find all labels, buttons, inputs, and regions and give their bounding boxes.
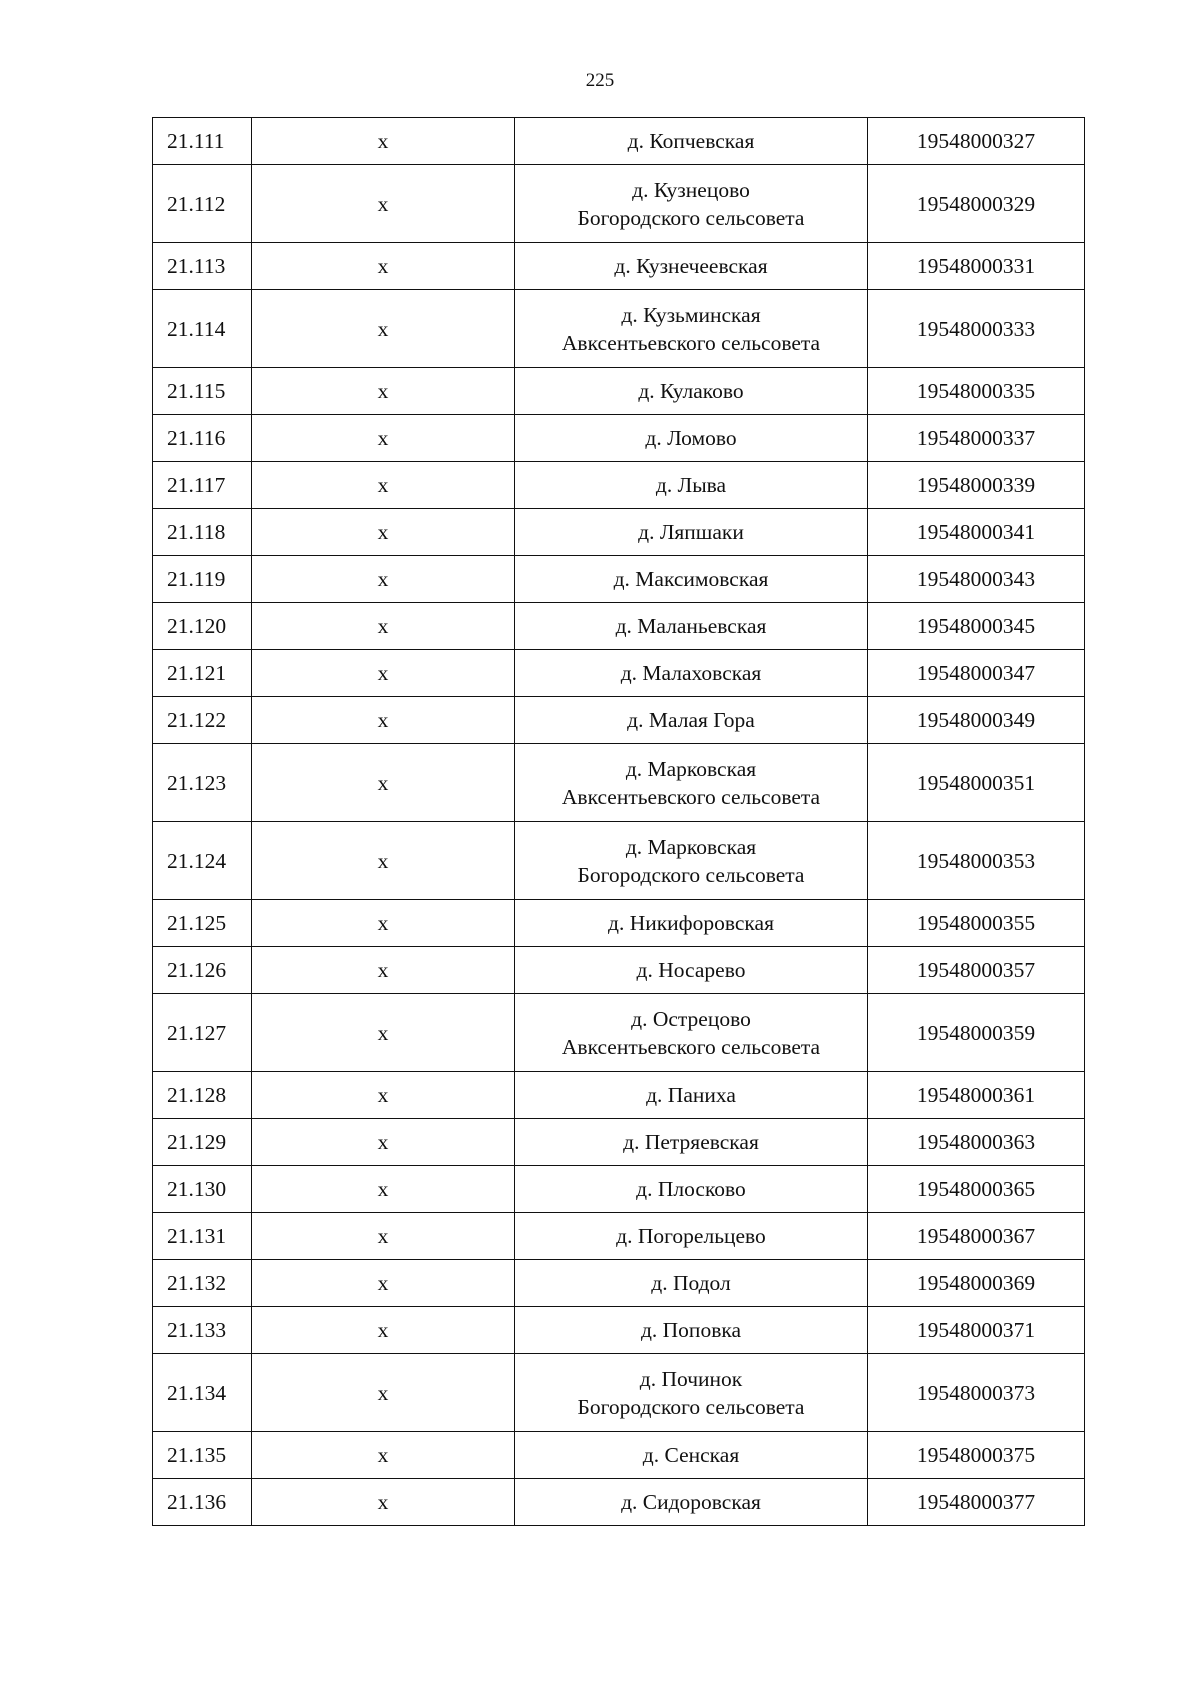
registry-table-body: [153, 118, 1085, 1526]
settlement-name-cell: [515, 368, 868, 415]
row-number-cell: 21.112: [153, 165, 252, 243]
settlement-name-line: д. Починок: [639, 1366, 743, 1391]
settlement-name-cell: [515, 415, 868, 462]
oktmo-code-cell: 19548000371: [868, 1307, 1085, 1354]
oktmo-code-cell: 19548000333: [868, 290, 1085, 368]
table-row: [153, 1213, 1085, 1260]
row-number-cell: 21.133: [153, 1307, 252, 1354]
table-row: [153, 650, 1085, 697]
settlement-name-line: д. Максимовская: [613, 567, 769, 591]
settlement-name-cell: [515, 462, 868, 509]
row-number-cell: 21.116: [153, 415, 252, 462]
mark-cell: x: [252, 1119, 515, 1166]
table-row: [153, 118, 1085, 165]
mark-cell: x: [252, 1479, 515, 1526]
settlement-name-cell: [515, 1119, 868, 1166]
oktmo-code-cell: 19548000361: [868, 1072, 1085, 1119]
table-row: [153, 243, 1085, 290]
row-number-cell: 21.121: [153, 650, 252, 697]
registry-table: [152, 117, 1085, 1526]
oktmo-code-cell: 19548000329: [868, 165, 1085, 243]
row-number-cell: 21.118: [153, 509, 252, 556]
table-row: [153, 744, 1085, 822]
settlement-name-line: д. Малаховская: [620, 661, 762, 685]
settlement-name-cell: [515, 994, 868, 1072]
settlement-name-cell: [515, 556, 868, 603]
row-number-cell: 21.120: [153, 603, 252, 650]
settlement-name-cell: [515, 509, 868, 556]
mark-cell: x: [252, 1072, 515, 1119]
settlement-name-line: д. Копчевская: [627, 129, 755, 153]
settlement-name-line: д. Сенская: [642, 1443, 740, 1467]
settlement-name-cell: [515, 1479, 868, 1526]
settlement-name-cell: [515, 822, 868, 900]
mark-cell: x: [252, 1213, 515, 1260]
settlement-name-cell: [515, 118, 868, 165]
row-number-cell: 21.123: [153, 744, 252, 822]
oktmo-code-cell: 19548000339: [868, 462, 1085, 509]
settlement-name-line: д. Кузнецово: [632, 177, 750, 202]
mark-cell: x: [252, 462, 515, 509]
mark-cell: x: [252, 118, 515, 165]
settlement-name-line: д. Паниха: [646, 1083, 736, 1107]
settlement-name-line: д. Малая Гора: [627, 708, 755, 732]
settlement-name-line: д. Подол: [651, 1271, 731, 1295]
mark-cell: x: [252, 1354, 515, 1432]
settlement-name-cell: [515, 165, 868, 243]
oktmo-code-cell: 19548000363: [868, 1119, 1085, 1166]
oktmo-code-cell: 19548000337: [868, 415, 1085, 462]
table-row: [153, 1307, 1085, 1354]
oktmo-code-cell: 19548000347: [868, 650, 1085, 697]
row-number-cell: 21.119: [153, 556, 252, 603]
table-row: [153, 1166, 1085, 1213]
mark-cell: x: [252, 556, 515, 603]
table-row: [153, 556, 1085, 603]
settlement-name-line: д. Марковская: [625, 756, 757, 781]
mark-cell: x: [252, 415, 515, 462]
table-row: [153, 509, 1085, 556]
row-number-cell: 21.131: [153, 1213, 252, 1260]
oktmo-code-cell: 19548000365: [868, 1166, 1085, 1213]
row-number-cell: 21.127: [153, 994, 252, 1072]
row-number-cell: 21.125: [153, 900, 252, 947]
row-number-cell: 21.132: [153, 1260, 252, 1307]
mark-cell: x: [252, 697, 515, 744]
oktmo-code-cell: 19548000335: [868, 368, 1085, 415]
settlement-name-cell: [515, 603, 868, 650]
settlement-name-cell: [515, 1260, 868, 1307]
row-number-cell: 21.111: [153, 118, 252, 165]
settlement-name-cell: [515, 744, 868, 822]
table-row: [153, 462, 1085, 509]
settlement-name-cell: [515, 243, 868, 290]
oktmo-code-cell: 19548000375: [868, 1432, 1085, 1479]
settlement-name-cell: [515, 697, 868, 744]
row-number-cell: 21.117: [153, 462, 252, 509]
settlement-name-cell: [515, 1354, 868, 1432]
settlement-name-line: д. Ломово: [645, 426, 737, 450]
mark-cell: x: [252, 1260, 515, 1307]
oktmo-code-cell: 19548000359: [868, 994, 1085, 1072]
mark-cell: x: [252, 744, 515, 822]
table-row: [153, 290, 1085, 368]
table-row: [153, 415, 1085, 462]
settlement-name-line: д. Кулаково: [638, 379, 744, 403]
oktmo-code-cell: 19548000345: [868, 603, 1085, 650]
mark-cell: x: [252, 1307, 515, 1354]
oktmo-code-cell: 19548000341: [868, 509, 1085, 556]
table-row: [153, 822, 1085, 900]
settlement-name-cell: [515, 900, 868, 947]
settlement-name-line: д. Марковская: [625, 834, 757, 859]
settlement-name-cell: [515, 650, 868, 697]
oktmo-code-cell: 19548000327: [868, 118, 1085, 165]
mark-cell: x: [252, 290, 515, 368]
row-number-cell: 21.122: [153, 697, 252, 744]
settlement-name-line: д. Сидоровская: [621, 1490, 761, 1514]
table-row: [153, 697, 1085, 744]
table-row: [153, 1072, 1085, 1119]
settlement-name-line: Богородского сельсовета: [577, 1394, 805, 1419]
settlement-name-line: д. Кузнечеевская: [614, 254, 768, 278]
mark-cell: x: [252, 994, 515, 1072]
settlement-name-cell: [515, 290, 868, 368]
settlement-name-cell: [515, 1072, 868, 1119]
settlement-name-line: д. Маланьевская: [615, 614, 767, 638]
oktmo-code-cell: 19548000369: [868, 1260, 1085, 1307]
mark-cell: x: [252, 603, 515, 650]
settlement-name-line: д. Никифоровская: [608, 911, 774, 935]
row-number-cell: 21.130: [153, 1166, 252, 1213]
mark-cell: x: [252, 1166, 515, 1213]
settlement-name-line: д. Острецово: [631, 1006, 751, 1031]
table-row: [153, 1432, 1085, 1479]
row-number-cell: 21.114: [153, 290, 252, 368]
table-row: [153, 900, 1085, 947]
oktmo-code-cell: 19548000343: [868, 556, 1085, 603]
settlement-name-line: д. Поповка: [640, 1318, 742, 1342]
settlement-name-line: д. Кузьминская: [621, 302, 761, 327]
page-number: 225: [585, 70, 615, 91]
mark-cell: x: [252, 368, 515, 415]
settlement-name-cell: [515, 1213, 868, 1260]
row-number-cell: 21.113: [153, 243, 252, 290]
settlement-name-line: Авксентьевского сельсовета: [561, 330, 821, 355]
oktmo-code-cell: 19548000331: [868, 243, 1085, 290]
settlement-name-line: д. Петряевская: [623, 1130, 759, 1154]
oktmo-code-cell: 19548000355: [868, 900, 1085, 947]
oktmo-code-cell: 19548000349: [868, 697, 1085, 744]
row-number-cell: 21.134: [153, 1354, 252, 1432]
settlement-name-cell: [515, 1166, 868, 1213]
settlement-name-cell: [515, 1432, 868, 1479]
oktmo-code-cell: 19548000357: [868, 947, 1085, 994]
table-row: [153, 1479, 1085, 1526]
mark-cell: x: [252, 650, 515, 697]
table-row: [153, 1354, 1085, 1432]
row-number-cell: 21.115: [153, 368, 252, 415]
mark-cell: x: [252, 1432, 515, 1479]
oktmo-code-cell: 19548000377: [868, 1479, 1085, 1526]
settlement-name-line: д. Ляпшаки: [638, 520, 744, 544]
settlement-name-line: д. Носарево: [636, 958, 746, 982]
row-number-cell: 21.128: [153, 1072, 252, 1119]
settlement-name-line: д. Лыва: [655, 473, 727, 497]
settlement-name-line: д. Плосково: [636, 1177, 746, 1201]
table-row: [153, 603, 1085, 650]
row-number-cell: 21.135: [153, 1432, 252, 1479]
row-number-cell: 21.126: [153, 947, 252, 994]
table-row: [153, 165, 1085, 243]
settlement-name-cell: [515, 947, 868, 994]
table-row: [153, 947, 1085, 994]
mark-cell: x: [252, 822, 515, 900]
mark-cell: x: [252, 509, 515, 556]
table-row: [153, 368, 1085, 415]
oktmo-code-cell: 19548000373: [868, 1354, 1085, 1432]
row-number-cell: 21.124: [153, 822, 252, 900]
settlement-name-line: Богородского сельсовета: [577, 862, 805, 887]
table-row: [153, 1119, 1085, 1166]
oktmo-code-cell: 19548000351: [868, 744, 1085, 822]
table-row: [153, 1260, 1085, 1307]
settlement-name-line: Богородского сельсовета: [577, 205, 805, 230]
settlement-name-line: д. Погорельцево: [616, 1224, 766, 1248]
row-number-cell: 21.136: [153, 1479, 252, 1526]
mark-cell: x: [252, 947, 515, 994]
mark-cell: x: [252, 900, 515, 947]
oktmo-code-cell: 19548000353: [868, 822, 1085, 900]
settlement-name-line: Авксентьевского сельсовета: [561, 784, 821, 809]
row-number-cell: 21.129: [153, 1119, 252, 1166]
settlement-name-cell: [515, 1307, 868, 1354]
oktmo-code-cell: 19548000367: [868, 1213, 1085, 1260]
settlement-name-line: Авксентьевского сельсовета: [561, 1034, 821, 1059]
mark-cell: x: [252, 165, 515, 243]
mark-cell: x: [252, 243, 515, 290]
table-row: [153, 994, 1085, 1072]
